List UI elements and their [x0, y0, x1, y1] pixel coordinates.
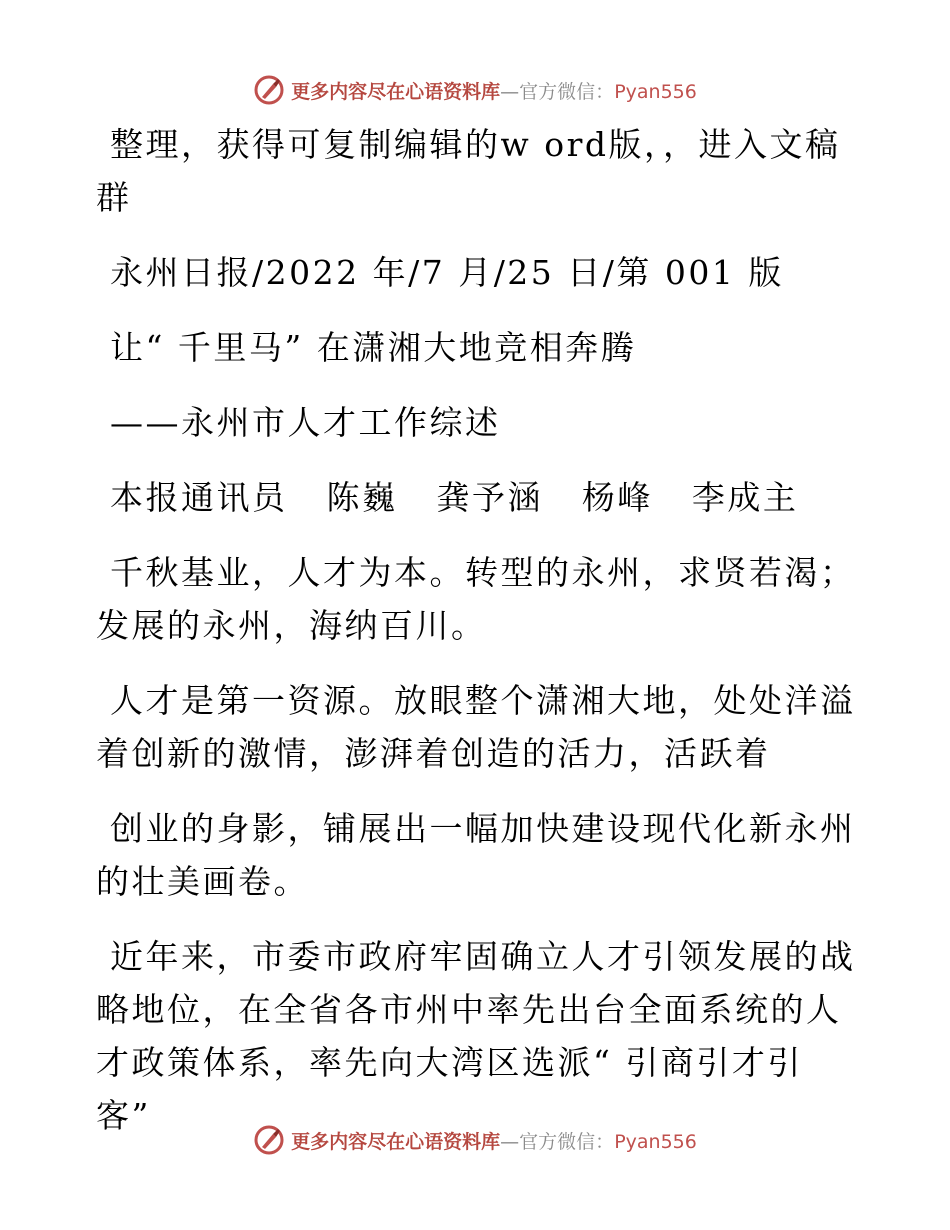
banner-wechat-id: Pyan556: [614, 1130, 697, 1153]
banner-title: 更多内容尽在心语资料库: [291, 1130, 501, 1153]
banner-text: [291, 1127, 697, 1154]
footer-banner: [0, 1120, 950, 1160]
paragraph-intro: 整理，获得可复制编辑的w ord版，，进入文稿群: [96, 125, 841, 217]
paragraph-body: 人才是第一资源。放眼整个潇湘大地，处处洋溢着创新的激情，澎湃着创造的活力，活跃着: [96, 681, 856, 773]
paragraph-body: 千秋基业，人才为本。转型的永州，求贤若渴；发展的永州，海纳百川。: [96, 553, 856, 645]
document-body: [96, 118, 856, 1164]
banner-title: 更多内容尽在心语资料库: [291, 80, 501, 103]
banner-separator: —: [500, 1130, 520, 1153]
paragraph-body: 近年来，市委市政府牢固确立人才引领发展的战略地位，在全省各市州中率先出台全面系统的人才政策体系，率先向大湾区选派“ 引商引才引客”: [96, 937, 856, 1135]
paragraph-body: 创业的身影，铺展出一幅加快建设现代化新永州的壮美画卷。: [96, 809, 856, 901]
article-title: 让“ 千里马” 在潇湘大地竞相奔腾: [110, 328, 637, 367]
banner-text: [291, 77, 697, 104]
article-byline: 本报通讯员 陈巍 龚予涵 杨峰 李成主: [110, 478, 799, 517]
header-banner: [0, 70, 950, 110]
banner-wechat-id: Pyan556: [614, 80, 697, 103]
banner-label: 官方微信：: [519, 1130, 615, 1153]
banner-separator: —: [500, 80, 520, 103]
article-subtitle: ——永州市人才工作综述: [110, 403, 501, 442]
pen-nib-logo-icon: [253, 74, 285, 106]
banner-label: 官方微信：: [519, 80, 615, 103]
paragraph-source: 永州日报/2022 年/7 月/25 日/第 001 版: [110, 253, 784, 292]
pen-nib-logo-icon: [253, 1124, 285, 1156]
